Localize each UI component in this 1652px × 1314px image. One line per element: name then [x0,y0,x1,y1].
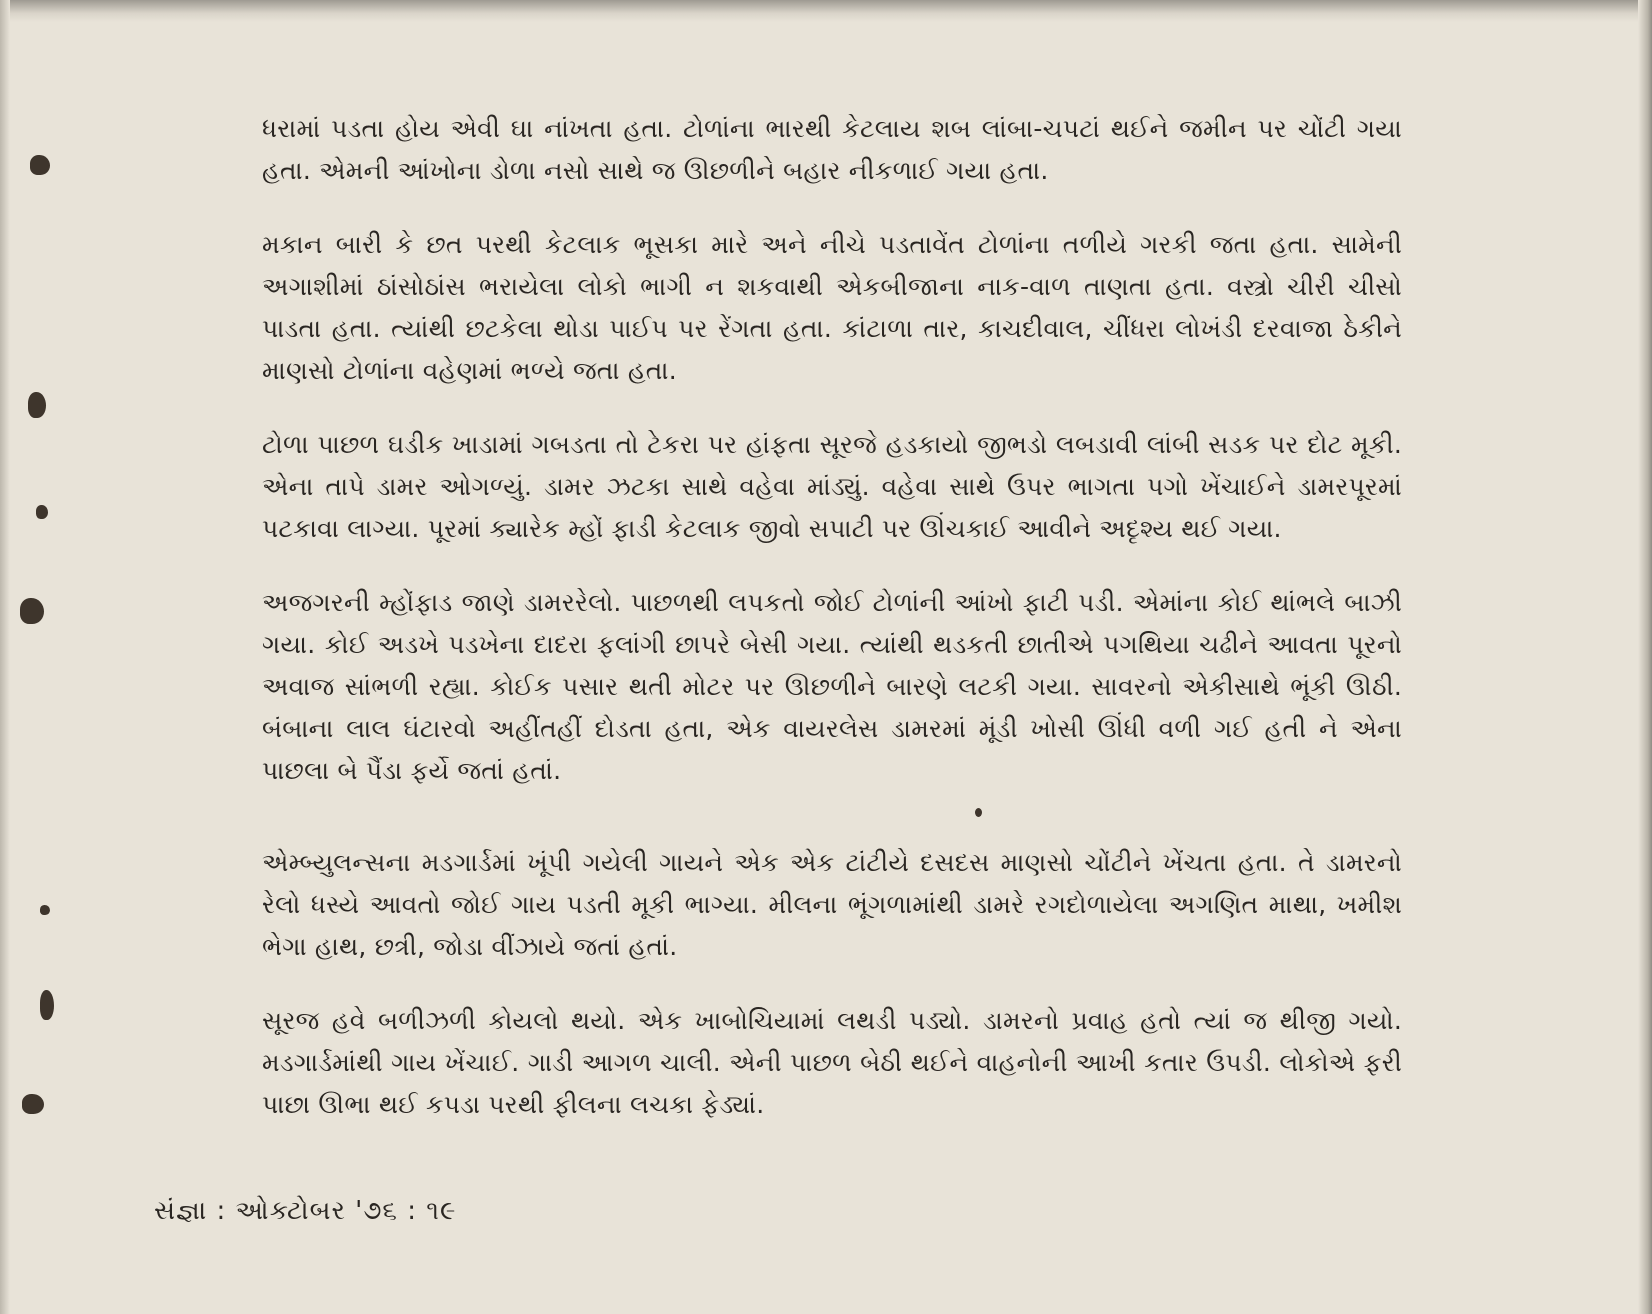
ink-spot [975,808,982,817]
binding-hole [22,1094,44,1114]
paragraph: મકાન બારી કે છત પરથી કેટલાક ભૂસકા મારે અને નીચે પડતાવેંત ટોળાંના તળીયે ગરકી જતા હતા. સામેની અગાશીમાં ઠાંસોઠાંસ ભરાયેલા લોકો ભાગી ન શકવાથી એકબીજાના નાક-વાળ તાણતા હતા. વસ્ત્રો ચીરી ચીસો પાડતા હતા. ત્યાંથી છટકેલા થોડા પાઈપ પર રેંગતા હતા. કાંટાળા તાર, કાચદીવાલ, ચીંધરા લોખંડી દરવાજા ઠેકીને માણસો ટોળાંના વહેણમાં ભળ્યે જતા હતા. [262,230,1402,385]
binding-hole [36,505,48,519]
page-footer: સંજ્ઞા : ઓક્ટોબર '૭૬ : ૧૯ [154,1196,457,1226]
paragraph: સૂરજ હવે બળીઝળી કોયલો થયો. એક ખાબોચિયામાં લથડી પડ્યો. ડામરનો પ્રવાહ હતો ત્યાં જ થીજી ગયો. મડગાર્ડમાંથી ગાય ખેંચાઈ. ગાડી આગળ ચાલી. એની પાછળ બેઠી થઈને વાહનોની આખી કતાર ઉપડી. લોકોએ ફરી પાછા ઊભા થઈ કપડા પરથી ફીલના લચકા ફેડ્યાં. [262,1006,1402,1119]
story-text [262,108,1402,1158]
binding-hole [30,155,50,175]
paragraph: અજગરની મ્હોંફાડ જાણે ડામરરેલો. પાછળથી લપકતો જોઈ ટોળાંની આંખો ફાટી પડી. એમાંના કોઈ થાંભલે બાઝી ગયા. કોઈ અડખે પડખેના દાદરા ફલાંગી છાપરે બેસી ગયા. ત્યાંથી થડકતી છાતીએ પગથિયા ચઢીને આવતા પૂરનો અવાજ સાંભળી રહ્યા. કોઈક પસાર થતી મોટર પર ઊછળીને બારણે લટકી ગયા. સાવરનો એકીસાથે ભૂંકી ઊઠી. બંબાના લાલ ઘંટારવો અહીંતહીં દોડતા હતા, એક વાયરલેસ ડામરમાં મૂંડી ખોસી ઊંધી વળી ગઈ હતી ને એના પાછલા બે પૈંડા ફર્યે જતાં હતાં. [262,588,1402,785]
binding-hole [20,598,44,624]
page-left-edge [0,0,10,1314]
paragraph: એમ્બ્યુલન્સના મડગાર્ડમાં ખૂંપી ગયેલી ગાયને એક એક ટાંટીયે દસદસ માણસો ચોંટીને ખેંચતા હતા. તે ડામરનો રેલો ધસ્યે આવતો જોઈ ગાય પડતી મૂકી ભાગ્યા. મીલના ભૂંગળામાંથી ડામરે રગદોળાયેલા અગણિત માથા, ખમીશ ભેગા હાથ, છત્રી, જોડા વીંઝાયે જતાં હતાં. [262,848,1402,961]
binding-hole [28,392,46,418]
paragraph: ધરામાં પડતા હોય એવી ઘા નાંખતા હતા. ટોળાંના ભારથી કેટલાય શબ લાંબા-ચપટાં થઈને જમીન પર ચોંટી ગયા હતા. એમની આંખોના ડોળા નસો સાથે જ ઊછળીને બહાર નીકળાઈ ગયા હતા. [262,114,1402,185]
page-right-edge [1638,0,1652,1314]
binding-hole [40,990,54,1020]
paragraph: ટોળા પાછળ ઘડીક ખાડામાં ગબડતા તો ટેકરા પર હાંફતા સૂરજે હડકાયો જીભડો લબડાવી લાંબી સડક પર દોટ મૂકી. એના તાપે ડામર ઓગળ્યું. ડામર ઝટકા સાથે વહેવા માંડ્યું. વહેવા સાથે ઉપર ભાગતા પગો ખેંચાઈને ડામરપૂરમાં પટકાવા લાગ્યા. પૂરમાં ક્યારેક મ્હોં ફાડી કેટલાક જીવો સપાટી પર ઊંચકાઈ આવીને અદૃશ્ય થઈ ગયા. [262,430,1402,543]
binding-hole [40,905,50,915]
page-top-edge [0,0,1652,22]
